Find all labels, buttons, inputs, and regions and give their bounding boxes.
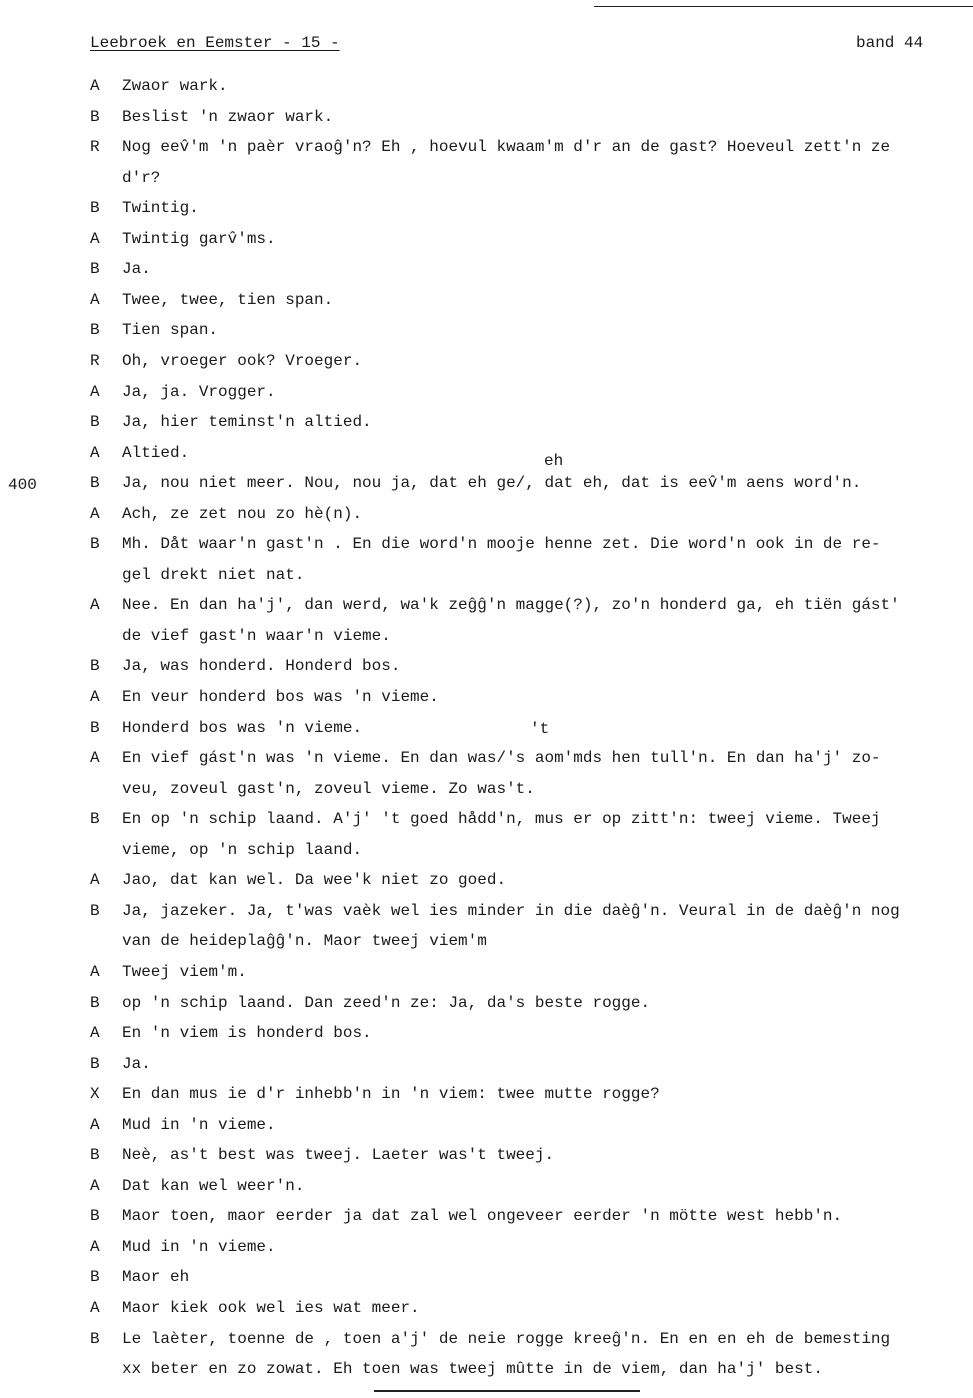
line-text: En veur honderd bos was 'n vieme.: [122, 688, 439, 706]
speaker-label: B: [90, 657, 100, 676]
line-text: Ach, ze zet nou zo hè(n).: [122, 504, 363, 523]
speaker-label: A: [90, 382, 100, 401]
speaker-label: B: [90, 1268, 100, 1287]
line-text: op 'n schip laand. Dan zeed'n ze: Ja, da's beste rogge.: [122, 993, 651, 1012]
line-text: Ja, jazeker. Ja, t'was vaèk wel ies minder in die daèĝ'n. Veural in de daèĝ'n nog: [122, 901, 900, 920]
speaker-label: A: [90, 962, 100, 981]
speaker-label: B: [90, 535, 100, 554]
transcript-line: [0, 529, 973, 560]
line-text: Zwaor wark.: [122, 77, 228, 95]
transcript-line: [0, 1140, 973, 1171]
transcript-line: [0, 315, 973, 346]
transcript-line: [0, 1110, 973, 1141]
speaker-label: B: [90, 1146, 100, 1165]
speaker-label: A: [90, 1024, 100, 1043]
line-text: Ja.: [122, 260, 151, 279]
line-text: En 'n viem is honderd bos.: [122, 1024, 372, 1043]
transcript-line: [0, 377, 973, 408]
line-text: En vief gást'n was 'n vieme. En dan was/'s aom'mds hen tull'n. En dan ha'j' zo-: [122, 749, 881, 768]
line-text: Ja, hier teminst'n altied.: [122, 413, 372, 432]
transcript-line: [0, 926, 973, 957]
transcript-line: [0, 224, 973, 255]
speaker-label: A: [90, 871, 100, 890]
transcript-line: [0, 407, 973, 438]
transcript-line: [0, 193, 973, 224]
interlinear-insertion-eh: eh: [544, 452, 564, 470]
speaker-label: B: [90, 993, 100, 1012]
line-text: Nog eev̂'m 'n paèr vraoĝ'n? Eh , hoevul kwaam'm d'r an de gast? Hoeveul zett'n ze: [122, 138, 891, 157]
speaker-label: A: [90, 290, 100, 309]
speaker-label: B: [90, 107, 100, 126]
line-text: de vief gast'n waar'n vieme.: [122, 626, 391, 645]
line-text: Ja, was honderd. Honderd bos.: [122, 657, 401, 676]
speaker-label: B: [90, 901, 100, 920]
speaker-label: R: [90, 351, 100, 370]
speaker-label: B: [90, 718, 100, 737]
speaker-label: B: [90, 321, 100, 340]
line-text: Mud in 'n vieme.: [122, 1115, 276, 1134]
speaker-label: B: [90, 260, 100, 279]
speaker-label: A: [90, 1115, 100, 1134]
transcript-line: [0, 1293, 973, 1324]
line-text: van de heideplaĝĝ'n. Maor tweej viem'm: [122, 932, 487, 951]
speaker-label: A: [90, 77, 100, 95]
line-text: Mh. Dåt waar'n gast'n . En die word'n mooje henne zet. Die word'n ook in de re-: [122, 535, 881, 554]
transcript-line: [0, 468, 973, 499]
speaker-label: A: [90, 504, 100, 523]
speaker-label: A: [90, 443, 100, 462]
line-text: Ja, nou niet meer. Nou, nou ja, dat eh ge/, dat eh, dat is eev̂'m aens word'n.: [122, 474, 862, 493]
transcript-line: [0, 621, 973, 652]
transcript-line: [0, 1201, 973, 1232]
speaker-label: B: [90, 1329, 100, 1348]
speaker-label: A: [90, 596, 100, 615]
transcript-line: [0, 560, 973, 591]
speaker-label: B: [90, 1207, 100, 1226]
line-text: Oh, vroeger ook? Vroeger.: [122, 351, 363, 370]
transcript-line: [0, 713, 973, 744]
speaker-label: A: [90, 1176, 100, 1195]
speaker-label: B: [90, 474, 100, 493]
transcript-line: [0, 590, 973, 621]
line-text: Twintig.: [122, 199, 199, 218]
line-text: Dat kan wel weer'n.: [122, 1176, 305, 1195]
transcript-line: [0, 1018, 973, 1049]
speaker-label: A: [90, 1299, 100, 1317]
transcript-line: [0, 865, 973, 896]
transcript-line: [0, 102, 973, 133]
line-text: Tien span.: [122, 321, 219, 340]
speaker-label: B: [90, 810, 100, 829]
transcript-line: [0, 743, 973, 774]
transcript-line: [0, 651, 973, 682]
transcript-line: [0, 835, 973, 866]
transcript-line: [0, 988, 973, 1019]
line-text: En dan mus ie d'r inhebb'n in 'n viem: twee mutte rogge?: [122, 1085, 660, 1104]
speaker-label: B: [90, 1054, 100, 1073]
transcript-line: [0, 774, 973, 805]
line-text: Neè, as't best was tweej. Laeter was't tweej.: [122, 1146, 555, 1165]
line-text: En op 'n schip laand. A'j' 't goed hådd'n, mus er op zitt'n: tweej vieme. Tweej: [122, 810, 881, 829]
speaker-label: A: [90, 688, 100, 706]
transcript-line: [0, 1049, 973, 1080]
transcript-line: [0, 896, 973, 927]
line-number-marker: 400: [8, 476, 37, 494]
transcript-line: [0, 1171, 973, 1202]
line-text: Tweej viem'm.: [122, 962, 247, 981]
transcript-line: [0, 1354, 973, 1385]
line-text: Beslist 'n zwaor wark.: [122, 107, 334, 126]
line-text: gel drekt niet nat.: [122, 565, 305, 584]
speaker-label: A: [90, 229, 100, 248]
speaker-label: A: [90, 749, 100, 768]
line-text: Ja, ja. Vrogger.: [122, 382, 276, 401]
band-number: band 44: [856, 34, 924, 52]
line-text: Twee, twee, tien span.: [122, 290, 334, 309]
transcript-line: [0, 1079, 973, 1110]
transcript-line: [0, 163, 973, 194]
speaker-label: R: [90, 138, 100, 157]
speaker-label: B: [90, 199, 100, 218]
line-text: Le laèter, toenne de , toen a'j' de neie rogge kreeĝ'n. En en en eh de bemesting: [122, 1329, 891, 1348]
speaker-label: A: [90, 1237, 100, 1256]
transcript-line: [0, 1262, 973, 1293]
line-text: Ja.: [122, 1054, 151, 1073]
speaker-label: X: [90, 1085, 100, 1104]
line-text: Jao, dat kan wel. Da wee'k niet zo goed.: [122, 871, 507, 890]
transcript-line: [0, 499, 973, 530]
transcript-line: [0, 1324, 973, 1355]
line-text: xx beter en zo zowat. Eh toen was tweej mûtte in de viem, dan ha'j' best.: [122, 1360, 823, 1379]
page-header-title: Leebroek en Eemster - 15 -: [90, 34, 340, 52]
transcript-line: [0, 1232, 973, 1263]
line-text: Altied.: [122, 443, 190, 462]
transcript-line: [0, 957, 973, 988]
transcript-line: [0, 438, 973, 469]
line-text: Twintig garv̂'ms.: [122, 229, 276, 248]
footer-rule: [374, 1390, 640, 1392]
transcript-line: [0, 804, 973, 835]
line-text: d'r?: [122, 168, 161, 187]
line-text: Mud in 'n vieme.: [122, 1237, 276, 1256]
transcript-line: [0, 71, 973, 102]
transcript-line: [0, 285, 973, 316]
line-text: Nee. En dan ha'j', dan werd, wa'k zeĝĝ'n magge(?), zo'n honderd ga, eh tiën gást': [122, 596, 900, 615]
line-text: Maor eh: [122, 1268, 190, 1287]
line-text: Honderd bos was 'n vieme.: [122, 718, 363, 737]
transcript-line: [0, 132, 973, 163]
line-text: Maor kiek ook wel ies wat meer.: [122, 1299, 420, 1317]
interlinear-insertion-t: 't: [530, 720, 550, 738]
line-text: vieme, op 'n schip laand.: [122, 840, 363, 859]
speaker-label: B: [90, 413, 100, 432]
top-rule: [594, 6, 973, 7]
line-text: veu, zoveul gast'n, zoveul vieme. Zo was't.: [122, 779, 535, 798]
transcript-line: [0, 682, 973, 713]
transcript-line: [0, 254, 973, 285]
line-text: Maor toen, maor eerder ja dat zal wel ongeveer eerder 'n mötte west hebb'n.: [122, 1207, 843, 1226]
transcript-line: [0, 346, 973, 377]
